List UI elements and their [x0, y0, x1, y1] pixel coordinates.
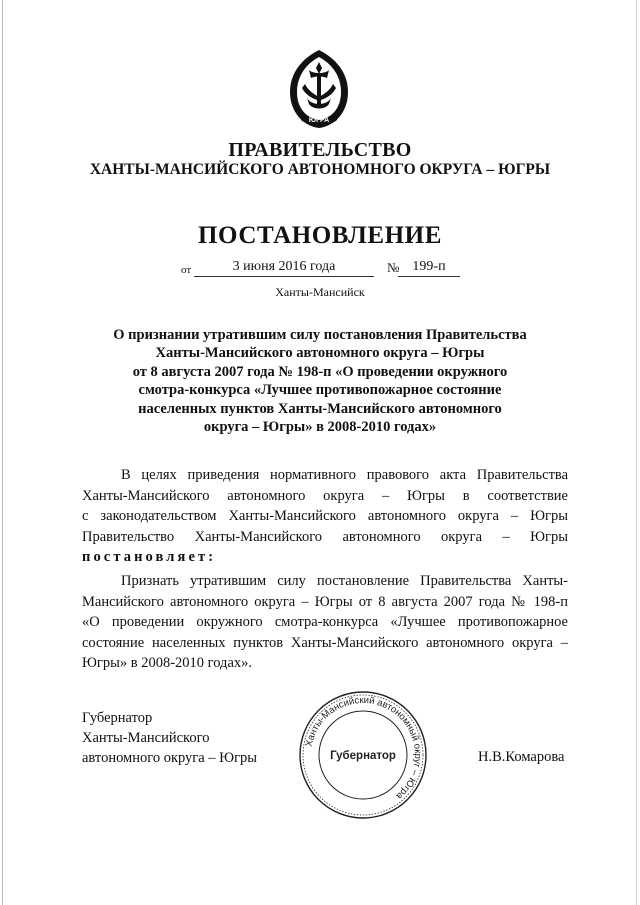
official-seal-stamp — [296, 688, 430, 822]
signatory-title — [82, 708, 257, 768]
paragraph-line: Ханты-Мансийского автономного округа – Югры в соответствие — [82, 487, 568, 504]
coat-of-arms-emblem-icon — [287, 48, 351, 130]
signatory-title-line: Губернатор — [82, 710, 153, 726]
government-name-line1: ПРАВИТЕЛЬСТВО — [228, 139, 412, 161]
scan-edge-right — [636, 0, 637, 905]
title-line: О признании утратившим силу постановления Правительства — [113, 327, 527, 343]
paragraph-line: «О проведении окружного смотра-конкурса «Лучшее противопожарное — [82, 614, 568, 630]
resolves-word: постановляет: — [82, 549, 217, 565]
title-line: населенных пунктов Ханты-Мансийского автономного — [138, 400, 502, 417]
paragraph-line: Мансийского автономного округа – Югры от 8 августа 2007 года № 198-п — [82, 593, 568, 610]
title-line: смотра-конкурса «Лучшее противопожарное состояние — [138, 382, 502, 399]
signatory-name: Н.В.Комарова — [478, 749, 565, 765]
paragraph-line — [82, 547, 568, 568]
scan-edge-left — [2, 0, 3, 905]
signatory-title-line: автономного округа – Югры — [82, 750, 258, 766]
paragraph-line: В целях приведения нормативного правового акта Правительства — [121, 467, 568, 483]
preamble-paragraph — [82, 465, 568, 568]
title-line: округа – Югры» в 2008-2010 годах» — [203, 419, 437, 436]
paragraph-line: состояние населенных пунктов Ханты-Мансийского автономного округа – — [82, 634, 568, 651]
document-type: ПОСТАНОВЛЕНИЕ — [197, 222, 443, 249]
document-date: 3 июня 2016 года — [194, 258, 374, 277]
paragraph-line: с законодательством Ханты-Мансийского автономного округа – Югры — [82, 508, 568, 524]
document-number: 199-п — [398, 258, 460, 277]
seal-outer-text: Ханты-Мансийский автономный округ – Югра — [303, 694, 424, 802]
government-name-line2: ХАНТЫ-МАНСИЙСКОГО АВТОНОМНОГО ОКРУГА – ЮГРЫ — [89, 161, 551, 178]
city: Ханты-Мансийск — [275, 285, 365, 299]
signatory-title-line: Ханты-Мансийского — [82, 730, 210, 746]
title-line: от 8 августа 2007 года № 198-п «О проведении окружного — [132, 363, 508, 380]
document-title — [100, 326, 540, 436]
emblem-caption: ЮГРА — [308, 117, 330, 124]
seal-center-text: Губернатор — [330, 750, 396, 762]
resolution-paragraph — [82, 571, 568, 674]
paragraph-line: Признать утратившим силу постановление Правительства Ханты- — [121, 573, 568, 589]
paragraph-line: Югры» в 2008-2010 годах». — [82, 655, 252, 671]
date-label: от — [181, 264, 192, 276]
number-label: № — [387, 260, 400, 275]
title-line: Ханты-Мансийского автономного округа – Югры — [155, 345, 485, 362]
paragraph-line: Правительство Ханты-Мансийского автономного округа – Югры — [82, 528, 568, 545]
